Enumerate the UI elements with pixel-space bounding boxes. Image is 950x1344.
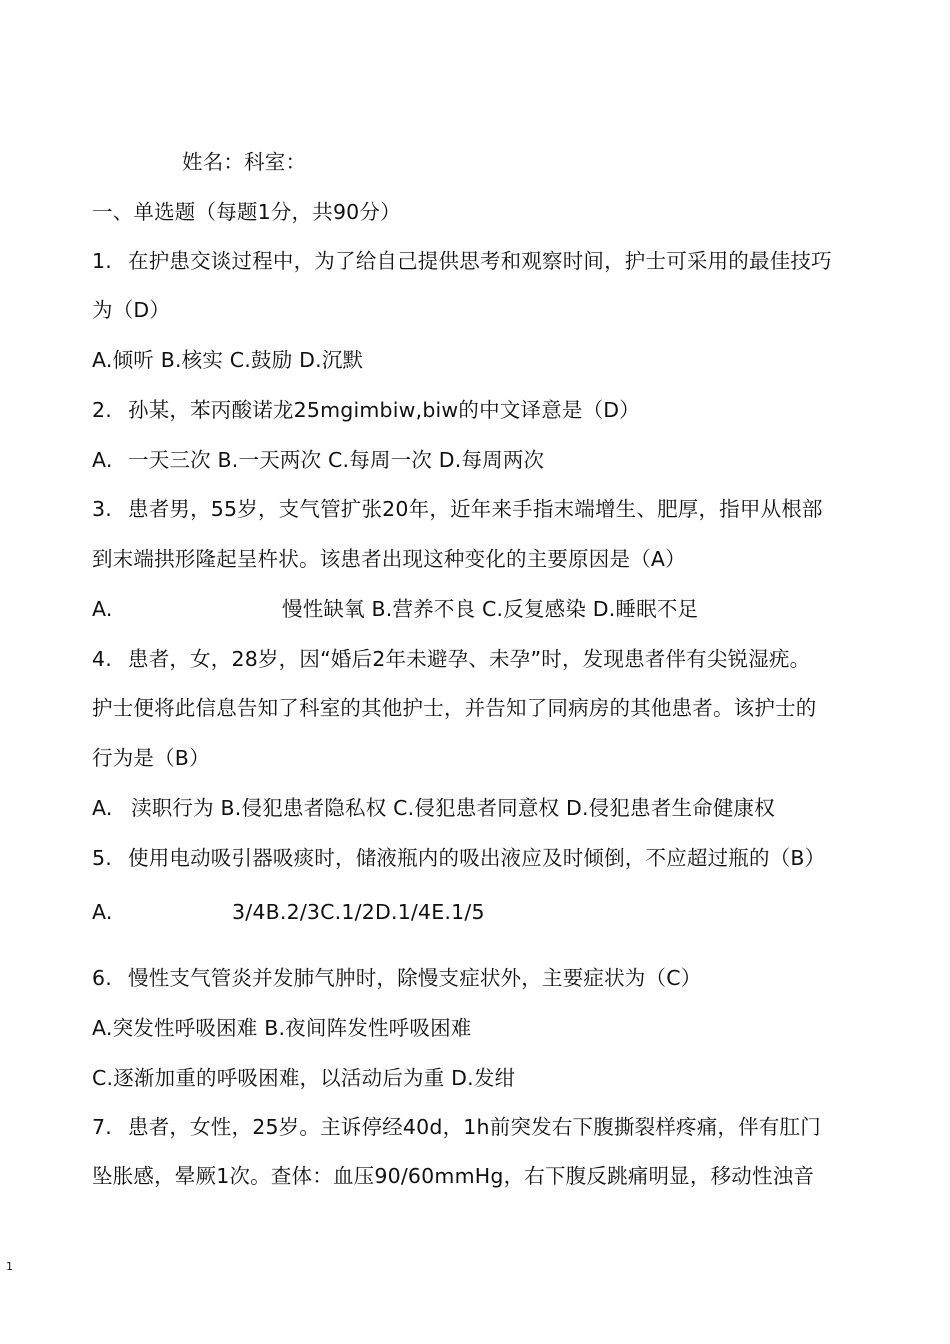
question-text: 使用电动吸引器吸痰时，储液瓶内的吸出液应及时倾倒，不应超过瓶的（B） (128, 846, 826, 870)
question-6 (92, 964, 701, 992)
option-text: 慢性缺氧 B.营养不良 C.反复感染 D.睡眠不足 (282, 597, 699, 621)
question-3 (92, 495, 823, 523)
question-7-cont: 坠胀感，晕厥1次。查体：血压90/60mmHg，右下腹反跳痛明显，移动性浊音 (92, 1164, 815, 1188)
question-text: 患者，女，28岁，因“婚后2年未避孕、未孕”时，发现患者伴有尖锐湿疣。 (128, 647, 811, 671)
question-4-cont2: 行为是（B） (92, 746, 210, 770)
name-dept-line: 姓名：科室： (182, 150, 307, 174)
option-label: A. (92, 448, 113, 472)
option-text: 一天三次 B.一天两次 C.每周一次 D.每周两次 (128, 448, 545, 472)
option-label: A. (92, 597, 113, 621)
page-number: 1 (6, 1260, 13, 1273)
question-6-options: A.突发性呼吸困难 B.夜间阵发性呼吸困难 (92, 1016, 472, 1040)
question-4-options (92, 794, 775, 822)
question-3-cont: 到末端拱形隆起呈杵状。该患者出现这种变化的主要原因是（A） (92, 547, 686, 571)
option-label: A. (92, 796, 113, 820)
question-4-cont: 护士便将此信息告知了科室的其他护士，并告知了同病房的其他患者。该护士的 (92, 696, 817, 720)
question-text: 孙某，苯丙酸诺龙25mgimbiw,biw的中文译意是（D） (128, 398, 640, 422)
question-1 (92, 247, 832, 275)
question-4 (92, 645, 810, 673)
question-number: 1. (92, 249, 112, 273)
question-number: 5. (92, 846, 112, 870)
option-text: 3/4B.2/3C.1/2D.1/4E.1/5 (232, 900, 485, 924)
question-text: 在护患交谈过程中，为了给自己提供思考和观察时间，护士可采用的最佳技巧 (128, 249, 832, 273)
section-title: 一、单选题（每题1分，共90分） (92, 200, 401, 224)
question-3-options (92, 595, 698, 623)
question-number: 7. (92, 1115, 112, 1139)
question-2 (92, 396, 640, 424)
question-number: 4. (92, 647, 112, 671)
question-text: 慢性支气管炎并发肺气肿时，除慢支症状外，主要症状为（C） (128, 966, 702, 990)
question-5-options (92, 898, 485, 926)
question-1-options: A.倾听 B.核实 C.鼓励 D.沉默 (92, 348, 364, 372)
question-text: 患者男，55岁，支气管扩张20年，近年来手指末端增生、肥厚，指甲从根部 (128, 497, 823, 521)
question-2-options (92, 446, 544, 474)
question-7 (92, 1113, 821, 1141)
question-6-options-2: C.逐渐加重的呼吸困难，以活动后为重 D.发绀 (92, 1066, 516, 1090)
question-5 (92, 844, 825, 872)
question-text: 患者，女性，25岁。主诉停经40d，1h前突发右下腹撕裂样疼痛，伴有肛门 (128, 1115, 821, 1139)
option-text: 渎职行为 B.侵犯患者隐私权 C.侵犯患者同意权 D.侵犯患者生命健康权 (131, 796, 775, 820)
question-number: 2. (92, 398, 112, 422)
question-number: 3. (92, 497, 112, 521)
question-1-cont: 为（D） (92, 298, 171, 322)
question-number: 6. (92, 966, 112, 990)
option-label: A. (92, 900, 113, 924)
